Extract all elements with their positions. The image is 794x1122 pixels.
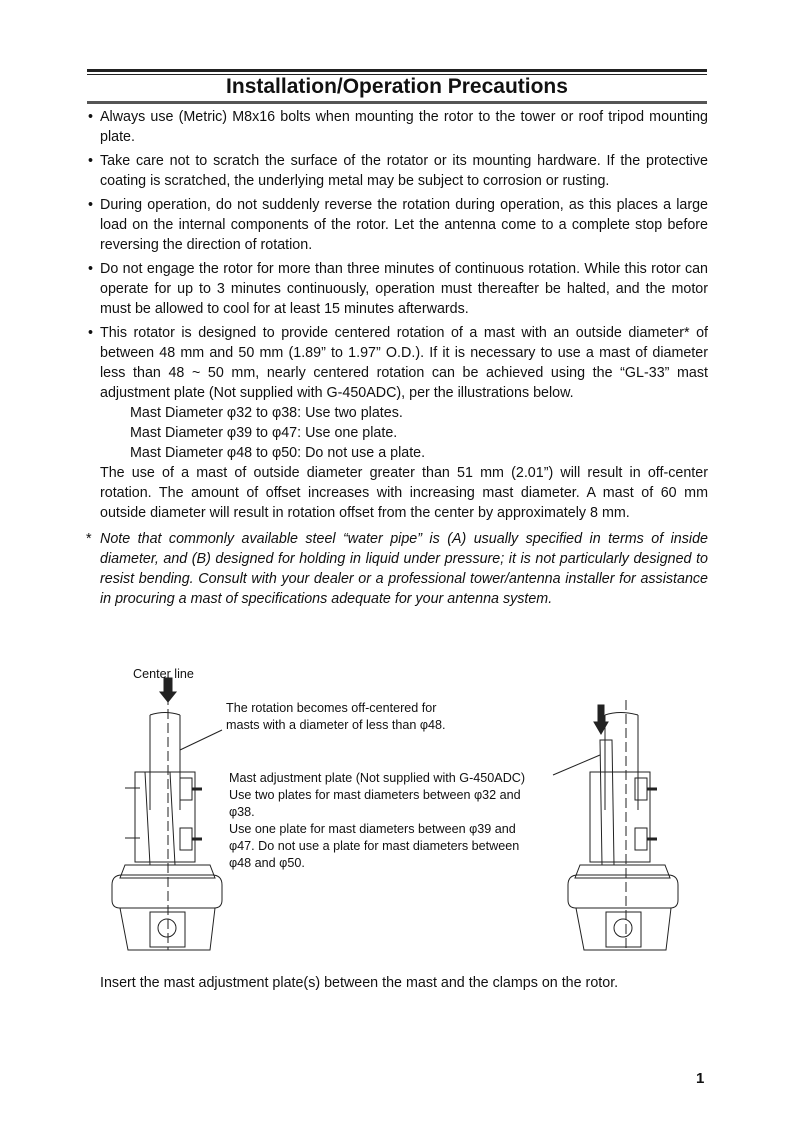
offset-paragraph: The use of a mast of outside diameter greater than 51 mm (2.01”) will result in off-center rotation. The amount of offset increases with increasing mast diameter. A mast of 60 mm outside diameter will result in rotation offset from the center by approximately 8 mm. [100, 465, 708, 521]
plate-label: Mast adjustment plate (Not supplied with G-450ADC) Use two plates for mast diameters between φ32 and φ38. Use one plate for mast diameters between φ39 and φ47. Do not use a plate for mast diameters between φ48 and φ50. [229, 771, 526, 870]
page-title: Installation/Operation Precautions [226, 75, 568, 98]
header-rule [87, 69, 707, 72]
list-item: • This rotator is designed to provide centered rotation of a mast with an outside diameter* of between 48 mm and 50 mm (1.89” to 1.97” O.D.). If it is necessary to use a mast of diameter less than 48 ~ 50 mm, nearly centered rotation can be achieved using the “GL-33” mast adjustment plate (Not supplied with G-450ADC), per the illustrations below. [88, 325, 708, 401]
mast-diagram [0, 660, 794, 980]
title-rule [87, 101, 707, 104]
list-item: • Do not engage the rotor for more than three minutes of continuous rotation. While this rotor can operate for up to 3 minutes continuously, operation must thereafter be halted, and the motor must be allowed to cool for at least 15 minutes afterwards. [88, 261, 708, 317]
left-rotor [112, 678, 222, 950]
off-center-label: The rotation becomes off-centered for masts with a diameter of less than φ48. [226, 701, 446, 732]
page-number: 1 [696, 1070, 705, 1087]
list-item: • Always use (Metric) M8x16 bolts when mounting the rotor to the tower or roof tripod mounting plate. [88, 109, 708, 145]
list-item: • Take care not to scratch the surface of the rotator or its mounting hardware. If the protective coating is scratched, the underlying metal may be subject to corrosion or rusting. [88, 153, 708, 189]
right-rotor [568, 700, 678, 950]
footnote: * Note that commonly available steel “water pipe” is (A) usually specified in terms of inside diameter, and (B) designed for holding in liquid under pressure; it is not particularly designed to resist bending. Consult with your dealer or a professional tower/antenna installer for assistance in procuring a mast of specifications adequate for your antenna system. [86, 531, 708, 607]
mast-rule: Mast Diameter φ39 to φ47: Use one plate. [130, 425, 398, 441]
center-line-label: Center line [133, 667, 194, 681]
diagram-caption: Insert the mast adjustment plate(s) between the mast and the clamps on the rotor. [100, 975, 619, 991]
precautions-list [88, 107, 708, 609]
leader-line [180, 730, 222, 750]
list-item: • During operation, do not suddenly reverse the rotation during operation, as this places a large load on the internal components of the rotor. Let the antenna come to a complete stop before reversing the direction of rotation. [88, 197, 708, 253]
mast-rule: Mast Diameter φ32 to φ38: Use two plates. [130, 405, 403, 421]
mast-rule: Mast Diameter φ48 to φ50: Do not use a plate. [130, 445, 426, 461]
